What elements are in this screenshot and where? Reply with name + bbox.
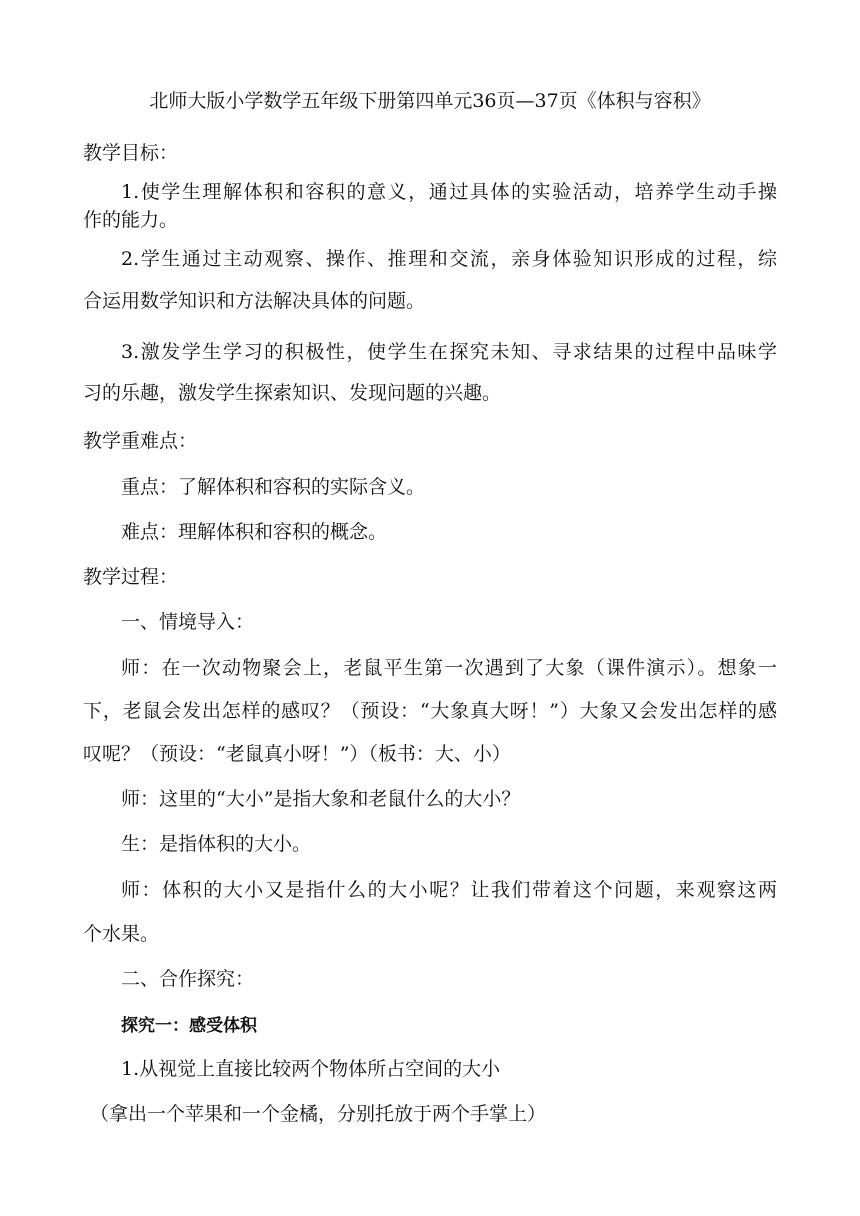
teacher-1-line-2: 下，老鼠会发出怎样的感叹？（预设：“大象真大呀！”）大象又会发出怎样的感 xyxy=(83,700,777,722)
teacher-3-line-1: 师：体积的大小又是指什么的大小呢？让我们带着这个问题，来观察这两 xyxy=(121,879,777,901)
explore-1-note: （拿出一个苹果和一个金橘，分别托放于两个手掌上） xyxy=(90,1103,547,1125)
difficult-point: 难点：理解体积和容积的概念。 xyxy=(121,521,388,543)
objective-3-line-1: 3.激发学生学习的积极性，使学生在探究未知、寻求结果的过程中品味学 xyxy=(121,341,777,363)
section-1-heading: 一、情境导入： xyxy=(121,611,255,633)
objective-3-line-2: 习的乐趣，激发学生探索知识、发现问题的兴趣。 xyxy=(83,382,502,404)
explore-1-item-1: 1.从视觉上直接比较两个物体所占空间的大小 xyxy=(121,1058,501,1080)
document-title: 北师大版小学数学五年级下册第四单元36页—37页《体积与容积》 xyxy=(149,90,711,112)
explore-1-heading: 探究一：感受体积 xyxy=(121,1016,257,1036)
teacher-2: 师：这里的“大小”是指大象和老鼠什么的大小？ xyxy=(121,788,521,810)
teacher-3-line-2: 个水果。 xyxy=(83,923,160,945)
process-heading: 教学过程： xyxy=(83,566,179,588)
objective-1-line-1: 1.使学生理解体积和容积的意义，通过具体的实验活动，培养学生动手操 xyxy=(121,181,777,203)
key-point: 重点：了解体积和容积的实际含义。 xyxy=(121,476,426,498)
objectives-heading: 教学目标： xyxy=(83,142,179,164)
teacher-1-line-3: 叹呢？（预设：“老鼠真小呀！”）（板书：大、小） xyxy=(83,743,511,765)
student-1: 生：是指体积的大小。 xyxy=(121,833,312,855)
section-2-heading: 二、合作探究： xyxy=(121,968,255,990)
objective-1-line-2: 作的能力。 xyxy=(83,209,179,231)
teacher-1-line-1: 师：在一次动物聚会上，老鼠平生第一次遇到了大象（课件演示）。想象一 xyxy=(121,657,777,679)
objective-2-line-2: 合运用数学知识和方法解决具体的问题。 xyxy=(83,290,426,312)
keypoints-heading: 教学重难点： xyxy=(83,430,198,452)
objective-2-line-1: 2.学生通过主动观察、操作、推理和交流，亲身体验知识形成的过程，综 xyxy=(121,248,777,270)
